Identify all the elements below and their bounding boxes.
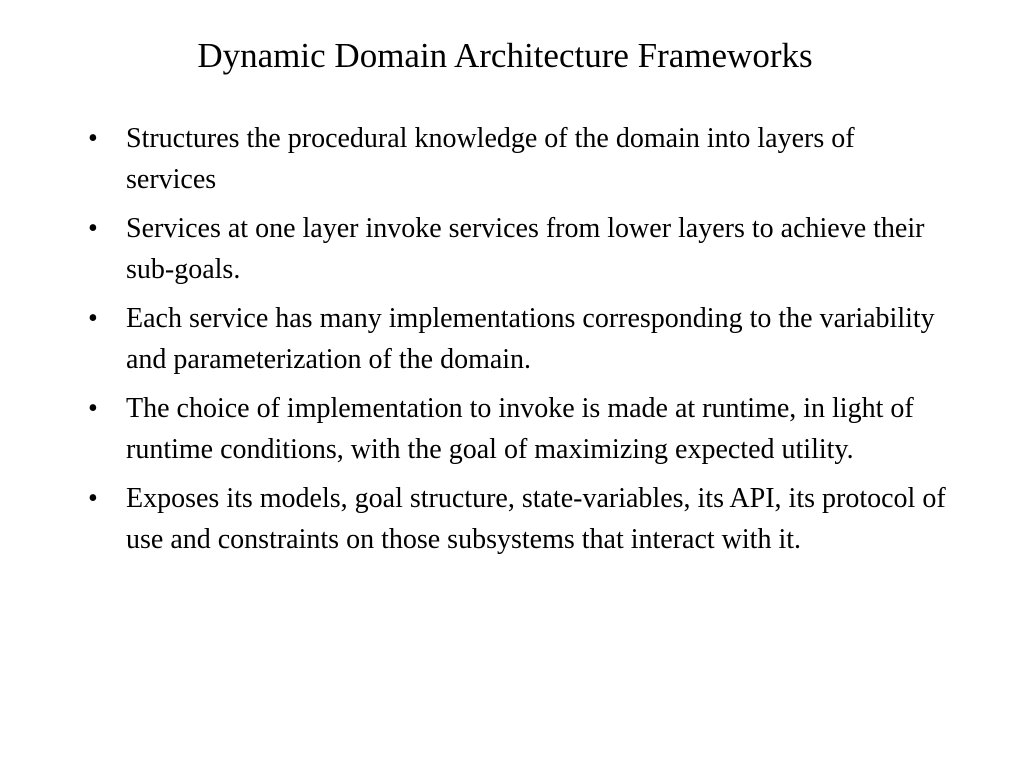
- bullet-list: [80, 118, 950, 568]
- bullet-text: Services at one layer invoke services from lower layers to achieve their sub-goals.: [126, 213, 925, 285]
- bullet-text: The choice of implementation to invoke is made at runtime, in light of runtime conditions, with the goal of maximizing expected utility.: [126, 393, 914, 465]
- bullet-item: [80, 208, 950, 290]
- bullet-dot-icon: •: [88, 483, 98, 514]
- bullet-dot-icon: •: [88, 393, 98, 424]
- bullet-dot-icon: •: [88, 213, 98, 244]
- bullet-text: Structures the procedural knowledge of the domain into layers of services: [126, 123, 855, 195]
- bullet-text: Each service has many implementations corresponding to the variability and parameterization of the domain.: [126, 303, 935, 375]
- bullet-item: [80, 118, 950, 200]
- bullet-item: [80, 298, 950, 380]
- slide-title: Dynamic Domain Architecture Frameworks: [197, 36, 813, 75]
- bullet-item: [80, 478, 950, 560]
- bullet-dot-icon: •: [88, 123, 98, 154]
- bullet-dot-icon: •: [88, 303, 98, 334]
- bullet-item: [80, 388, 950, 470]
- bullet-text: Exposes its models, goal structure, state-variables, its API, its protocol of use and constraints on those subsystems that interact with it.: [126, 483, 946, 555]
